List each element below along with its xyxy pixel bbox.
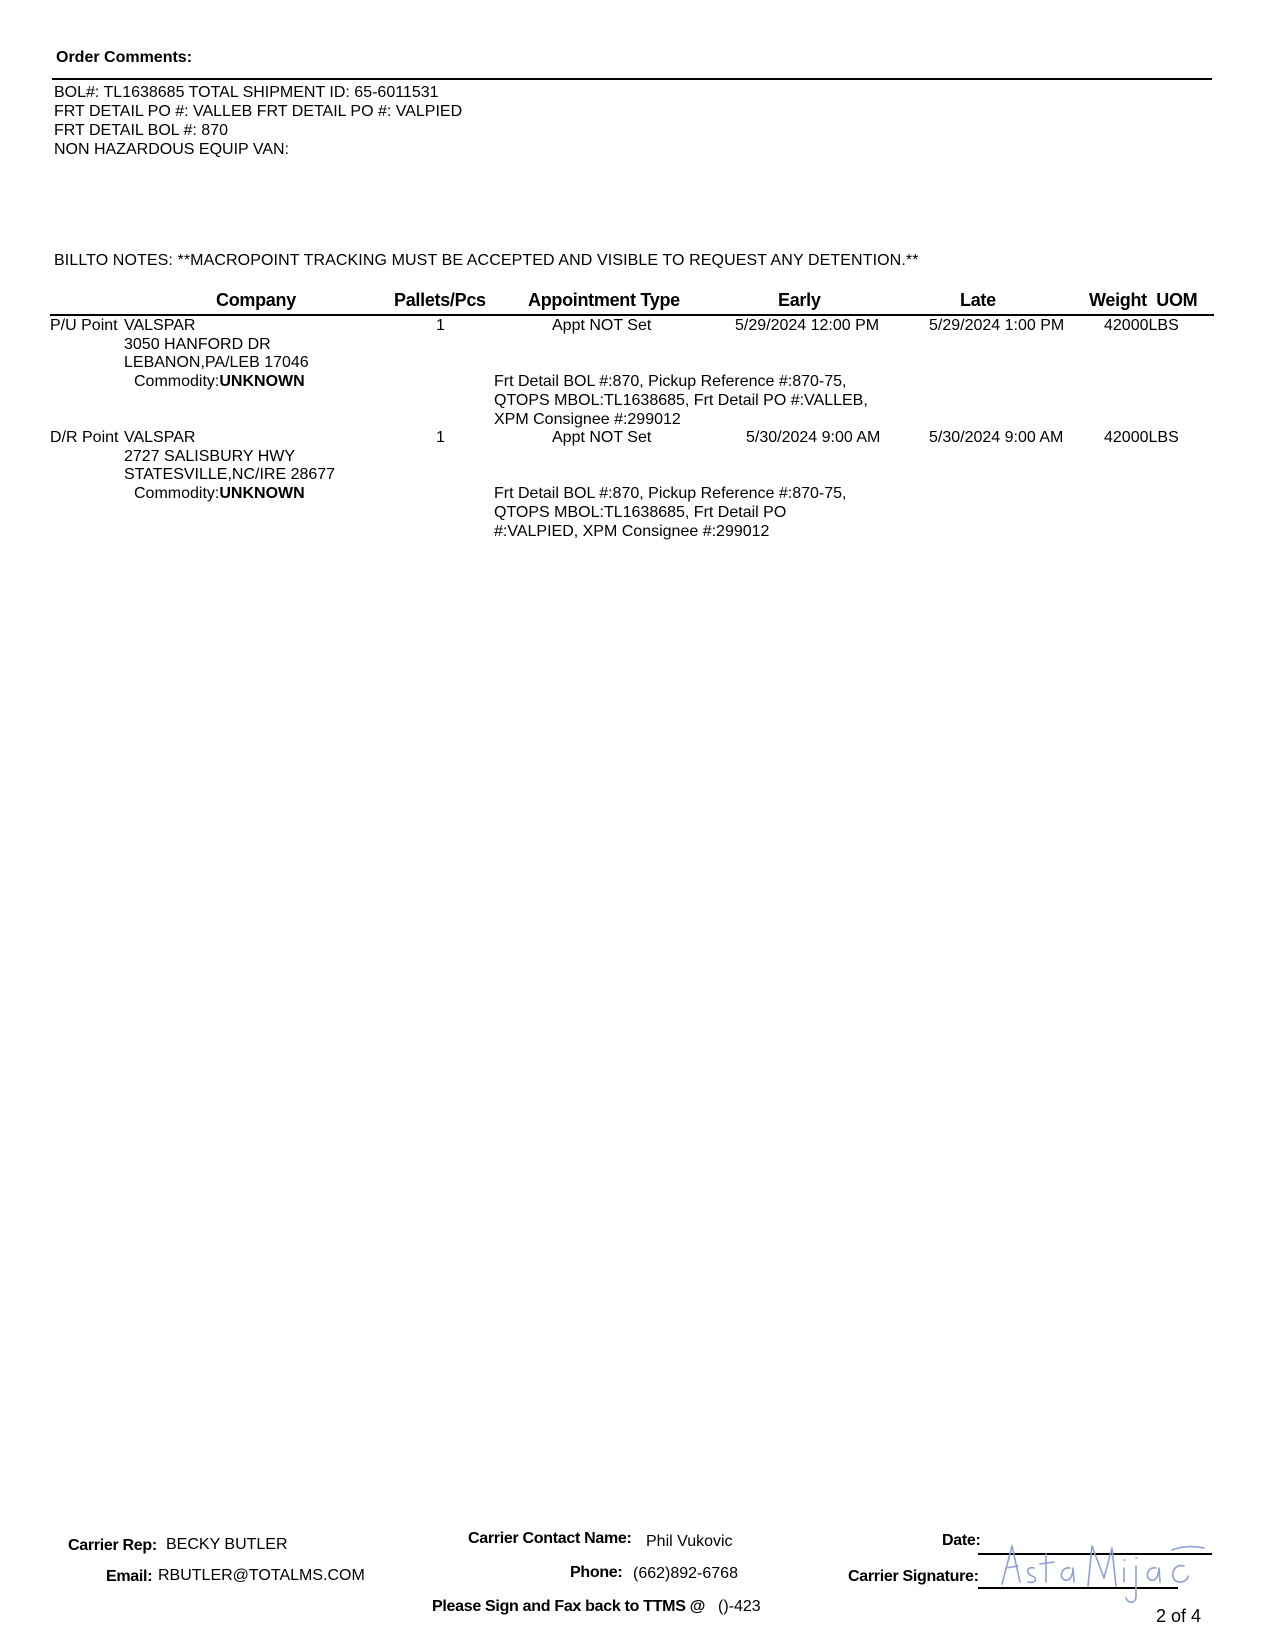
stop-weight: 42000LBS [1104,429,1179,446]
stop-weight: 42000LBS [1104,317,1179,334]
stop-address: 3050 HANFORD DR [124,336,271,353]
carrier-signature-label: Carrier Signature: [848,1568,979,1585]
header-weight-uom: Weight UOM [1089,290,1198,310]
stop-notes-line: Frt Detail BOL #:870, Pickup Reference #:870-75, [494,485,847,502]
commodity-value: UNKNOWN [219,373,305,390]
stop-early: 5/29/2024 12:00 PM [735,317,880,334]
stop-company: VALSPAR [124,429,196,446]
carrier-contact-value: Phil Vukovic [646,1533,733,1550]
handwritten-signature [996,1538,1206,1608]
divider [52,78,1212,80]
header-company: Company [216,290,296,310]
page-number: 2 of 4 [1156,1606,1202,1626]
order-comments-title: Order Comments: [56,49,193,66]
comment-line: FRT DETAIL BOL #: 870 [54,122,228,139]
stop-late: 5/30/2024 9:00 AM [929,429,1064,446]
commodity-value: UNKNOWN [219,485,305,502]
stop-pallets: 1 [436,429,445,446]
stop-notes-line: QTOPS MBOL:TL1638685, Frt Detail PO [494,504,787,521]
divider [50,314,1214,316]
stop-notes-line: #:VALPIED, XPM Consignee #:299012 [494,523,770,540]
billto-notes: BILLTO NOTES: **MACROPOINT TRACKING MUST BE ACCEPTED AND VISIBLE TO REQUEST ANY DETENTION.** [54,252,919,269]
commodity [134,485,305,503]
phone-label: Phone: [570,1564,623,1581]
comment-line: BOL#: TL1638685 TOTAL SHIPMENT ID: 65-6011531 [54,84,439,101]
stop-city: STATESVILLE,NC/IRE 28677 [124,466,336,483]
fax-label: Please Sign and Fax back to TTMS @ [432,1598,706,1615]
stop-notes-line: XPM Consignee #:299012 [494,411,681,428]
stop-address: 2727 SALISBURY HWY [124,448,296,465]
comment-line: NON HAZARDOUS EQUIP VAN: [54,141,289,158]
fax-value: ()-423 [718,1598,761,1615]
stop-city: LEBANON,PA/LEB 17046 [124,354,309,371]
email-value: RBUTLER@TOTALMS.COM [158,1567,365,1584]
date-label: Date: [942,1532,981,1549]
carrier-rep-label: Carrier Rep: [68,1537,157,1554]
comment-line: FRT DETAIL PO #: VALLEB FRT DETAIL PO #: VALPIED [54,103,463,120]
commodity-label: Commodity: [134,373,220,390]
header-appointment-type: Appointment Type [528,290,680,310]
stop-appt-type: Appt NOT Set [552,429,652,446]
carrier-rep-value: BECKY BUTLER [166,1536,288,1553]
header-late: Late [960,290,996,310]
stop-early: 5/30/2024 9:00 AM [746,429,881,446]
phone-value: (662)892-6768 [633,1565,738,1582]
stop-notes-line: Frt Detail BOL #:870, Pickup Reference #:870-75, [494,373,847,390]
email-label: Email: [106,1568,153,1585]
stop-point: D/R Point [50,429,119,446]
commodity [134,373,305,391]
stop-appt-type: Appt NOT Set [552,317,652,334]
commodity-label: Commodity: [134,485,220,502]
stop-late: 5/29/2024 1:00 PM [929,317,1065,334]
header-pallets: Pallets/Pcs [394,290,486,310]
stop-company: VALSPAR [124,317,196,334]
stop-notes-line: QTOPS MBOL:TL1638685, Frt Detail PO #:VALLEB, [494,392,868,409]
carrier-contact-label: Carrier Contact Name: [468,1530,632,1547]
stop-pallets: 1 [436,317,445,334]
stop-point: P/U Point [50,317,118,334]
header-early: Early [778,290,821,310]
